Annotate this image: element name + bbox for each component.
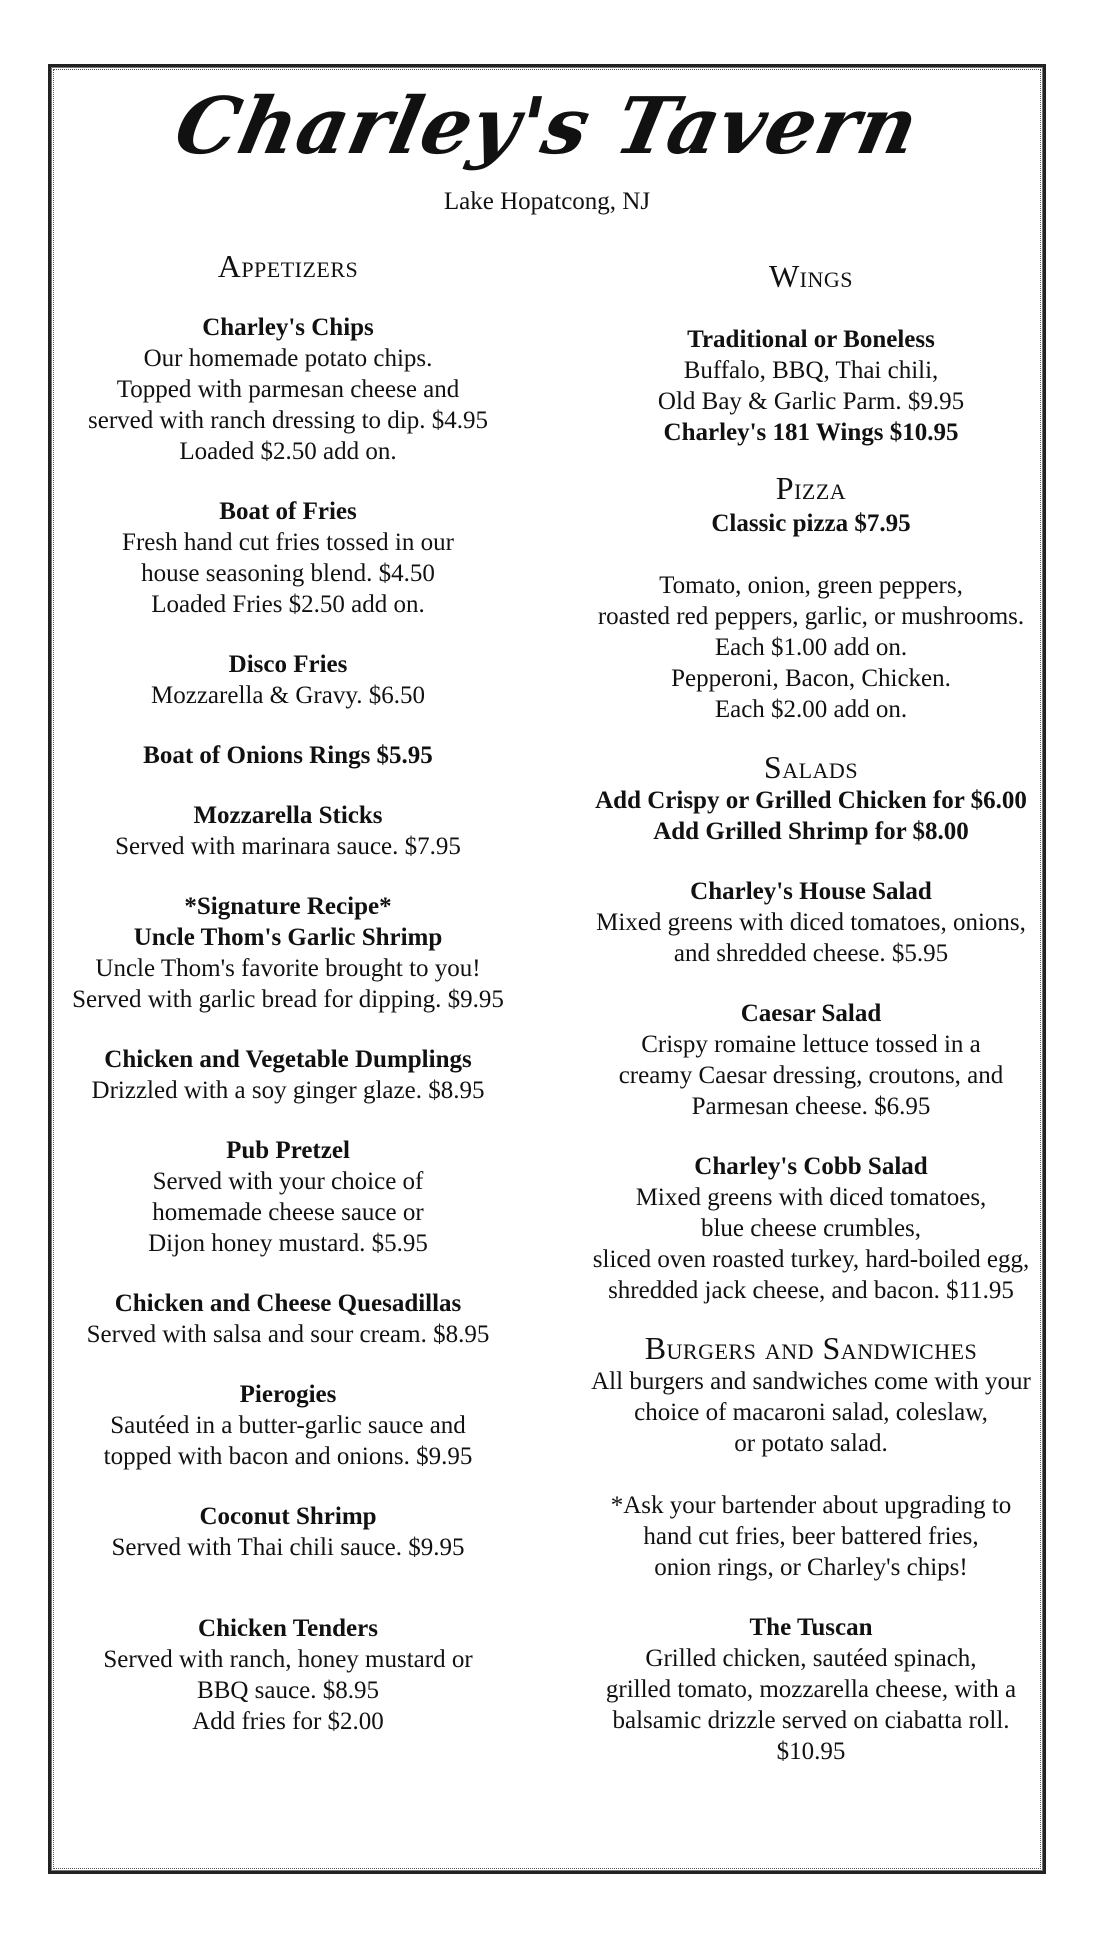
item-name: Disco Fries [228,651,348,678]
menu-item-caesar-salad [580,998,1042,1122]
pizza-heading: Pizza [775,470,847,506]
menu-item-quesadillas [58,1288,518,1350]
item-name: The Tuscan [749,1614,873,1641]
menu-item-cobb-salad [580,1151,1042,1306]
menu-item-coconut-shrimp [58,1501,518,1563]
menu-item-charleys-chips [58,312,518,467]
item-name: Charley's House Salad [690,878,932,905]
item-description: Served with Thai chili sauce. $9.95 [111,1534,465,1561]
restaurant-title: Charley's Tavern [167,81,927,172]
item-special: Charley's 181 Wings $10.95 [663,419,959,446]
item-name: Pub Pretzel [226,1137,350,1164]
menu-item-pub-pretzel [58,1135,518,1259]
item-name: *Signature Recipe* Uncle Thom's Garlic Shrimp [133,893,443,951]
item-description: Served with ranch, honey mustard or BBQ sauce. $8.95 Add fries for $2.00 [103,1646,473,1735]
item-description: Mixed greens with diced tomatoes, onions, and shredded cheese. $5.95 [596,909,1026,967]
item-description: Grilled chicken, sautéed spinach, grilled tomato, mozzarella cheese, with a balsamic drizzle served on ciabatta roll. $10.95 [605,1645,1017,1765]
salads-heading: Salads [763,749,859,785]
item-description: Sautéed in a butter-garlic sauce and topped with bacon and onions. $9.95 [103,1412,473,1470]
item-description: Mixed greens with diced tomatoes, blue cheese crumbles, sliced oven roasted turkey, hard-boiled egg, shredded jack cheese, and bacon. $11.95 [592,1184,1030,1304]
item-description: Served with your choice of homemade cheese sauce or Dijon honey mustard. $5.95 [148,1168,428,1257]
item-name: Boat of Fries [219,498,357,525]
menu-item-pierogies [58,1379,518,1472]
item-description: Served with salsa and sour cream. $8.95 [86,1321,490,1348]
wings-heading: Wings [768,258,854,294]
burgers-upgrade-note: *Ask your bartender about upgrading to hand cut fries, beer battered fries, onion rings, or Charley's chips! [610,1492,1012,1581]
classic-pizza: Classic pizza $7.95 [711,510,911,537]
item-name: Boat of Onions Rings $5.95 [143,742,433,769]
item-name: Chicken and Vegetable Dumplings [104,1046,472,1073]
item-description: Uncle Thom's favorite brought to you! Served with garlic bread for dipping. $9.95 [72,955,504,1013]
item-description: Buffalo, BBQ, Thai chili, Old Bay & Garlic Parm. $9.95 [657,357,965,415]
menu-item-garlic-shrimp [58,891,518,1015]
menu-item-wings [580,324,1042,448]
item-name: Charley's Chips [202,314,374,341]
salad-addons: Add Crispy or Grilled Chicken for $6.00 Add Grilled Shrimp for $8.00 [595,787,1027,845]
item-name: Chicken and Cheese Quesadillas [114,1290,462,1317]
menu-item-tuscan [580,1612,1042,1767]
item-name: Traditional or Boneless [687,326,935,353]
pizza-toppings: Tomato, onion, green peppers, roasted red peppers, garlic, or mushrooms. Each $1.00 add on. Pepperoni, Bacon, Chicken. Each $2.00 add on. [597,572,1025,723]
item-description: Mozzarella & Gravy. $6.50 [151,682,425,709]
item-name: Mozzarella Sticks [193,802,383,829]
menu-item-dumplings [58,1044,518,1106]
menu-item-house-salad [580,876,1042,969]
burgers-intro: All burgers and sandwiches come with your choice of macaroni salad, coleslaw, or potato salad. [591,1368,1031,1457]
item-description: Crispy romaine lettuce tossed in a creamy Caesar dressing, croutons, and Parmesan cheese. $6.95 [618,1031,1004,1120]
item-description: Fresh hand cut fries tossed in our house seasoning blend. $4.50 Loaded Fries $2.50 add on. [122,529,454,618]
appetizers-heading: Appetizers [217,248,359,284]
item-description: Served with marinara sauce. $7.95 [115,833,461,860]
item-name: Charley's Cobb Salad [694,1153,928,1180]
item-description: Our homemade potato chips. Topped with parmesan cheese and served with ranch dressing to dip. $4.95 Loaded $2.50 add on. [88,345,488,465]
location-subtitle: Lake Hopatcong, NJ [443,188,651,215]
item-name: Coconut Shrimp [199,1503,377,1530]
item-description: Drizzled with a soy ginger glaze. $8.95 [91,1077,485,1104]
item-name: Chicken Tenders [198,1615,378,1642]
menu-item-onion-rings [58,740,518,771]
item-name: Pierogies [239,1381,337,1408]
item-name: Caesar Salad [740,1000,882,1027]
right-column [580,258,1042,1796]
menu-item-mozzarella-sticks [58,800,518,862]
burgers-heading: Burgers and Sandwiches [644,1330,978,1366]
menu-item-disco-fries [58,649,518,711]
menu-item-chicken-tenders [58,1613,518,1737]
appetizers-column [58,248,518,1766]
menu-item-boat-of-fries [58,496,518,620]
